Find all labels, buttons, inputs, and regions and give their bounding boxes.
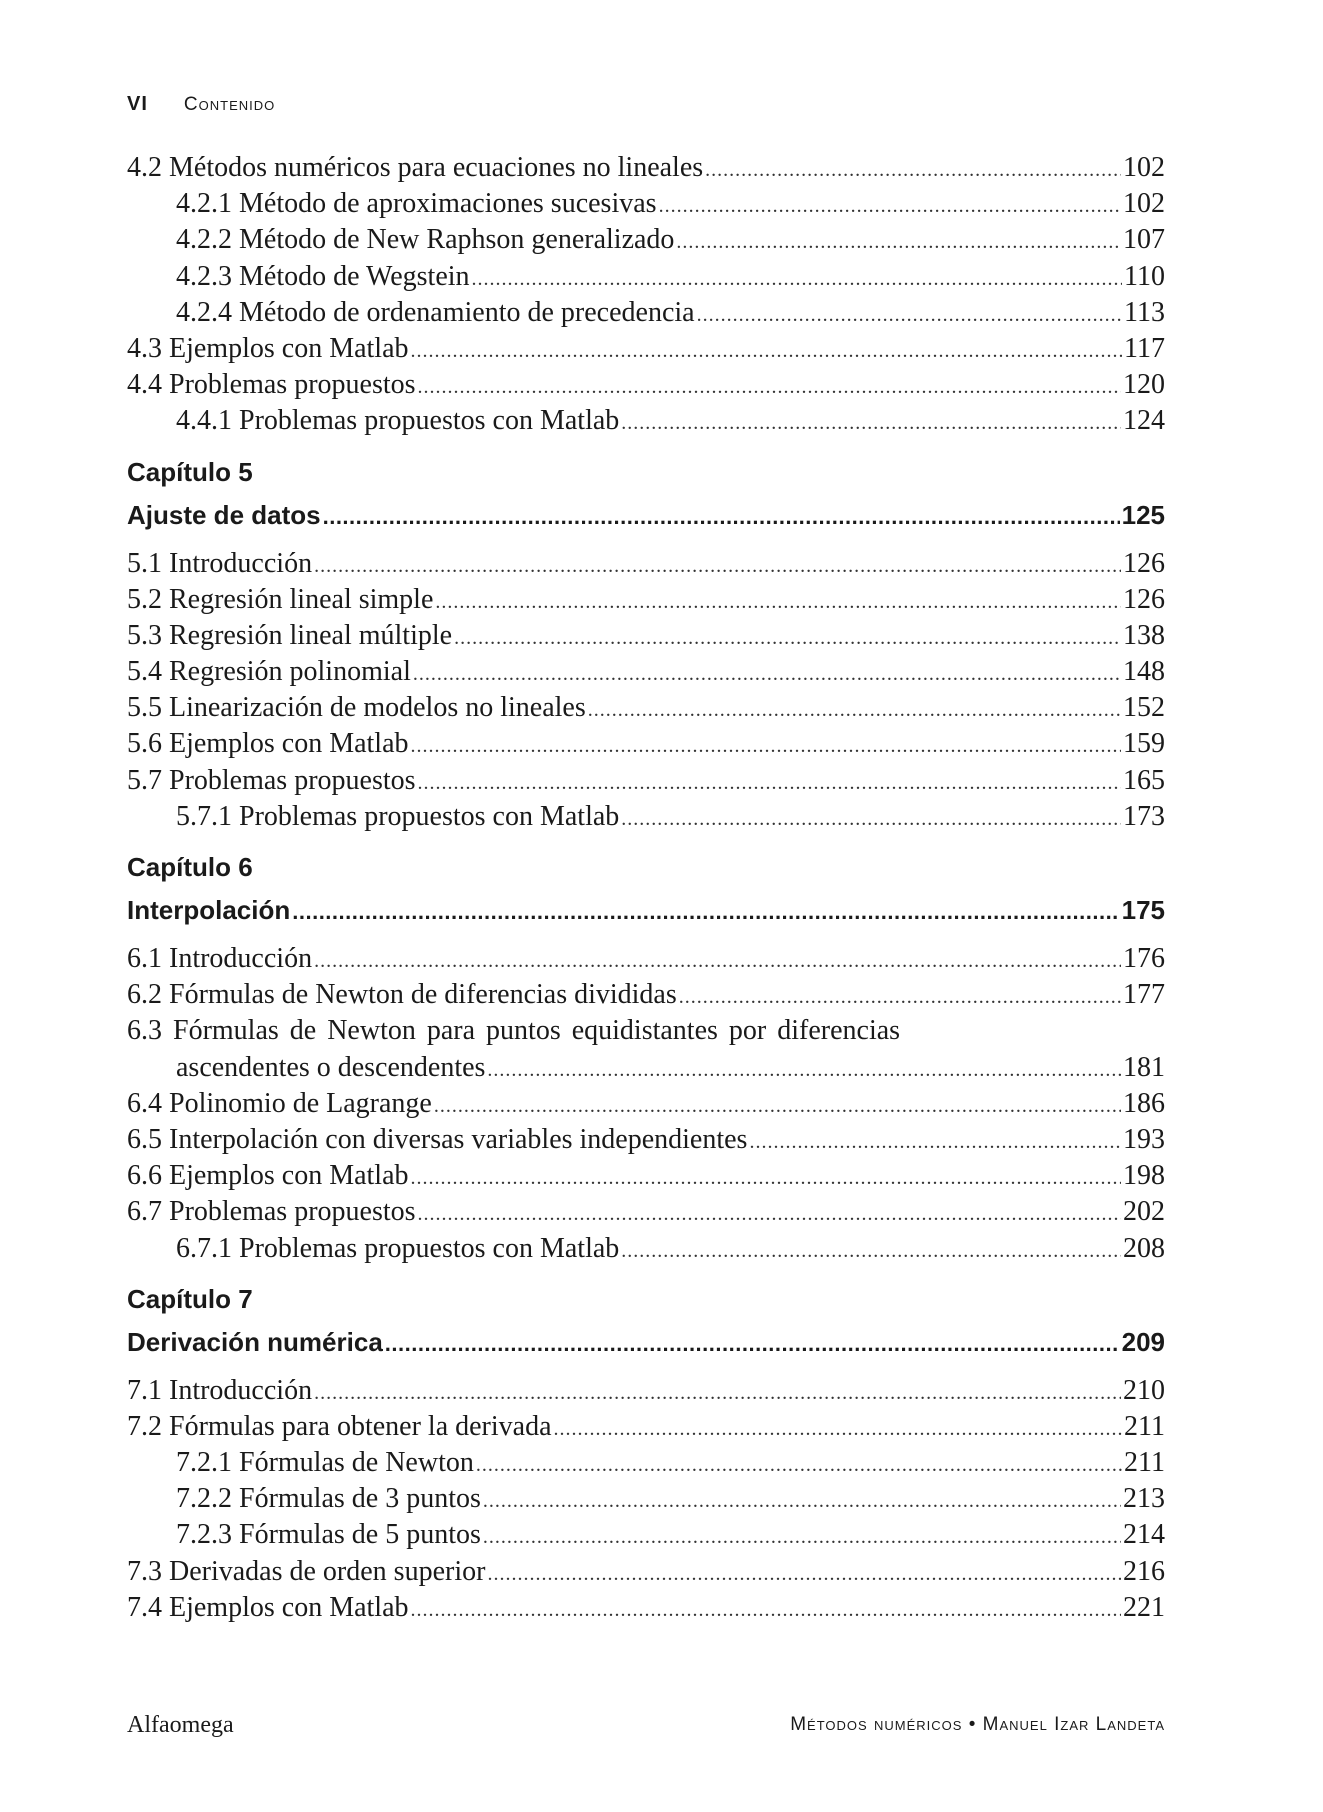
entry-title: 4.2.3 Método de Wegstein — [176, 260, 470, 292]
entry-title: 7.2.2 Fórmulas de 3 puntos — [176, 1483, 481, 1515]
dot-leader — [676, 224, 1121, 260]
toc-entry — [127, 1158, 1165, 1194]
entry-title: 7.3 Derivadas de orden superior — [127, 1555, 486, 1587]
entry-page: 113 — [1124, 296, 1165, 328]
toc-entry-multiline — [127, 1013, 1165, 1085]
chapter-title — [127, 887, 1165, 933]
running-head — [127, 93, 275, 116]
entry-title: 6.5 Interpolación con diversas variables independientes — [127, 1123, 748, 1155]
toc-entry — [127, 1086, 1165, 1122]
entry-title-line2: ascendentes o descendentes — [176, 1051, 486, 1083]
entry-page: 211 — [1124, 1410, 1165, 1442]
entry-page: 213 — [1123, 1483, 1165, 1515]
chapter-page: 125 — [1121, 499, 1165, 530]
entry-title: 4.2 Métodos numéricos para ecuaciones no lineales — [127, 152, 704, 183]
toc-entry — [127, 367, 1165, 403]
dot-leader — [476, 1447, 1122, 1483]
entry-page: 165 — [1123, 764, 1165, 796]
entry-page: 159 — [1123, 728, 1165, 760]
dot-leader — [588, 692, 1121, 728]
entry-continuation — [127, 1050, 1165, 1086]
entry-page: 211 — [1124, 1447, 1165, 1479]
dot-leader — [659, 188, 1121, 224]
table-of-contents — [127, 150, 1165, 1626]
dot-leader — [483, 1483, 1121, 1519]
entry-title: 7.2.3 Fórmulas de 5 puntos — [176, 1519, 481, 1551]
entry-page: 138 — [1123, 619, 1165, 651]
page-number: VI — [127, 93, 148, 115]
dot-leader — [434, 1088, 1121, 1124]
entry-title: 6.6 Ejemplos con Matlab — [127, 1160, 409, 1192]
dot-leader — [413, 656, 1121, 692]
toc-entry — [127, 546, 1165, 582]
dot-leader — [487, 1556, 1121, 1592]
entry-title: 6.7 Problemas propuestos — [127, 1196, 416, 1228]
dot-leader — [418, 765, 1121, 801]
toc-entry — [127, 799, 1165, 835]
entry-page: 110 — [1124, 260, 1165, 292]
toc-entry — [127, 403, 1165, 439]
dot-leader — [411, 1592, 1121, 1628]
entry-page: 208 — [1123, 1232, 1165, 1264]
entry-title: 5.7.1 Problemas propuestos con Matlab — [176, 800, 620, 832]
toc-entry — [127, 1194, 1165, 1230]
toc-entry — [127, 618, 1165, 654]
footer-book-title: Métodos numéricos • Manuel Izar Landeta — [790, 1714, 1165, 1735]
toc-entry — [127, 763, 1165, 799]
toc-entry — [127, 1373, 1165, 1409]
entry-title: 4.3 Ejemplos con Matlab — [127, 332, 409, 364]
entry-page: 124 — [1123, 405, 1165, 437]
entry-page: 193 — [1123, 1123, 1165, 1155]
entry-title: 4.4 Problemas propuestos — [127, 369, 416, 401]
entry-page: 120 — [1123, 369, 1165, 401]
toc-entry — [127, 941, 1165, 977]
entry-title: 5.6 Ejemplos con Matlab — [127, 728, 409, 760]
chapter-title — [127, 492, 1165, 538]
entry-page: 177 — [1123, 979, 1165, 1011]
toc-entry — [127, 1554, 1165, 1590]
dot-leader — [411, 333, 1123, 369]
entry-page: 210 — [1123, 1374, 1165, 1406]
dot-leader — [679, 979, 1121, 1015]
entry-title: 5.7 Problemas propuestos — [127, 764, 416, 796]
dot-leader — [435, 584, 1121, 620]
dot-leader — [314, 1375, 1121, 1411]
toc-entry — [127, 654, 1165, 690]
dot-leader — [705, 152, 1121, 188]
entry-title: 7.2 Fórmulas para obtener la derivada — [127, 1410, 552, 1442]
toc-entry — [127, 690, 1165, 726]
dot-leader — [292, 889, 1119, 935]
entry-title: 5.1 Introducción — [127, 547, 313, 579]
entry-page: 186 — [1123, 1087, 1165, 1119]
toc-entry — [127, 1481, 1165, 1517]
entry-title: 5.4 Regresión polinomial — [127, 656, 411, 688]
entry-title: 7.4 Ejemplos con Matlab — [127, 1591, 409, 1623]
entry-title: 4.2.4 Método de ordenamiento de precedencia — [176, 296, 695, 328]
chapter-page: 175 — [1121, 895, 1165, 925]
entry-title: 5.2 Regresión lineal simple — [127, 583, 434, 615]
footer-publisher: Alfaomega — [127, 1712, 234, 1738]
dot-leader — [411, 728, 1121, 764]
entry-title-line1: 6.3 Fórmulas de Newton para puntos equidistantes por diferencias — [127, 1015, 901, 1047]
entry-title: 7.2.1 Fórmulas de Newton — [176, 1447, 474, 1479]
toc-entry — [127, 1517, 1165, 1553]
entry-page: 102 — [1123, 188, 1165, 220]
toc-entry — [127, 1445, 1165, 1481]
section-title: Contenido — [183, 94, 276, 115]
entry-page: 216 — [1123, 1555, 1165, 1587]
toc-entry — [127, 1122, 1165, 1158]
entry-title: 4.2.2 Método de New Raphson generalizado — [176, 224, 675, 256]
toc-entry — [127, 726, 1165, 762]
toc-entry — [127, 331, 1165, 367]
toc-entry — [127, 222, 1165, 258]
dot-leader — [323, 494, 1120, 540]
entry-page: 126 — [1123, 547, 1165, 579]
dot-leader — [385, 1321, 1120, 1367]
dot-leader — [621, 405, 1121, 441]
entry-page: 181 — [1123, 1051, 1165, 1083]
entry-title: 4.4.1 Problemas propuestos con Matlab — [176, 405, 620, 437]
entry-page: 117 — [1124, 332, 1165, 364]
dot-leader — [749, 1124, 1121, 1160]
entry-page: 214 — [1123, 1519, 1165, 1551]
entry-page: 173 — [1123, 800, 1165, 832]
toc-entry — [127, 150, 1165, 186]
toc-entry — [127, 295, 1165, 331]
chapter-page: 209 — [1121, 1326, 1165, 1357]
dot-leader — [411, 1160, 1121, 1196]
dot-leader — [418, 369, 1121, 405]
entry-title: 6.4 Polinomio de Lagrange — [127, 1087, 432, 1119]
entry-page: 198 — [1123, 1160, 1165, 1192]
dot-leader — [483, 1519, 1121, 1555]
dot-leader — [621, 801, 1121, 837]
entry-page: 152 — [1123, 692, 1165, 724]
entry-page: 107 — [1123, 224, 1165, 256]
entry-title: 4.2.1 Método de aproximaciones sucesivas — [176, 188, 657, 220]
dot-leader — [554, 1411, 1123, 1447]
entry-page: 102 — [1123, 152, 1165, 183]
dot-leader — [454, 620, 1121, 656]
chapter-label: Capítulo 6 — [127, 852, 253, 882]
entry-page: 126 — [1123, 583, 1165, 615]
entry-page: 221 — [1123, 1591, 1165, 1623]
entry-title: 6.7.1 Problemas propuestos con Matlab — [176, 1232, 620, 1264]
dot-leader — [621, 1233, 1121, 1269]
entry-title: 6.1 Introducción — [127, 943, 313, 974]
dot-leader — [487, 1052, 1121, 1088]
chapter-label: Capítulo 7 — [127, 1283, 253, 1314]
chapter-name: Interpolación — [127, 895, 291, 925]
dot-leader — [697, 297, 1122, 333]
entry-title: 5.3 Regresión lineal múltiple — [127, 619, 453, 651]
entry-page: 202 — [1123, 1196, 1165, 1228]
dot-leader — [472, 261, 1123, 297]
entry-title: 7.1 Introducción — [127, 1374, 313, 1406]
toc-entry — [127, 259, 1165, 295]
toc-entry — [127, 1590, 1165, 1626]
dot-leader — [314, 943, 1121, 979]
toc-entry — [127, 582, 1165, 618]
toc-entry — [127, 1409, 1165, 1445]
toc-entry — [127, 186, 1165, 222]
chapter-name: Derivación numérica — [127, 1326, 383, 1357]
entry-page: 148 — [1123, 656, 1165, 688]
toc-entry — [127, 1231, 1165, 1267]
entry-title: 6.2 Fórmulas de Newton de diferencias divididas — [127, 979, 677, 1011]
chapter-label: Capítulo 5 — [127, 456, 253, 487]
chapter-title — [127, 1319, 1165, 1365]
entry-title: 5.5 Linearización de modelos no lineales — [127, 692, 586, 724]
dot-leader — [418, 1196, 1121, 1232]
entry-page: 176 — [1123, 943, 1165, 974]
dot-leader — [314, 548, 1121, 584]
chapter-name: Ajuste de datos — [127, 499, 321, 530]
toc-entry — [127, 977, 1165, 1013]
